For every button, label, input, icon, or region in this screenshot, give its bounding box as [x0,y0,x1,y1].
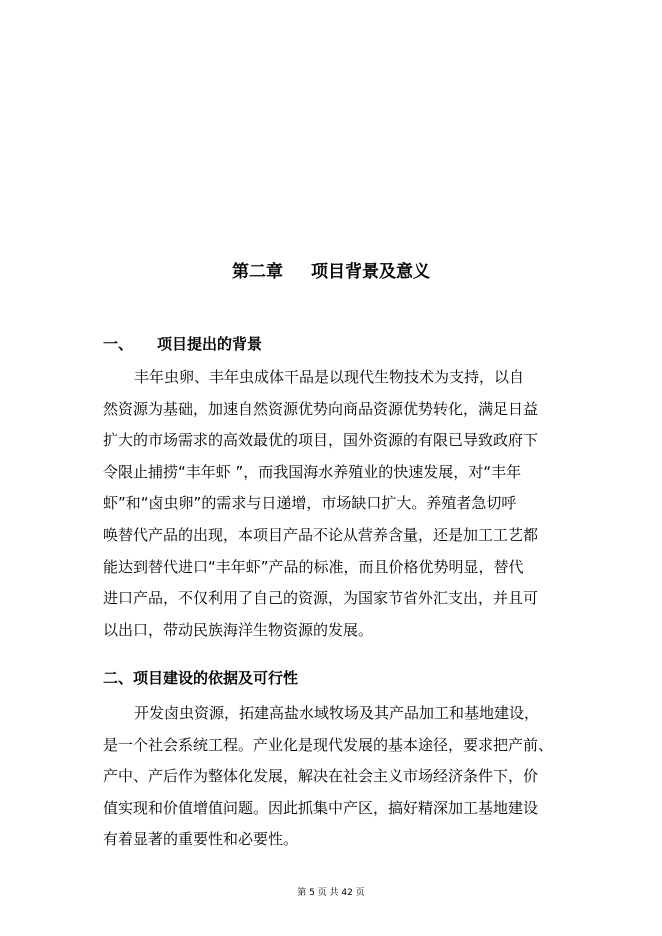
section-paragraph-feasibility [103,698,563,856]
paragraph-line: 值实现和价值增值问题。因此抓集中产区，搞好精深加工基地建设 [103,798,539,817]
section-title: 项目建设的依据及可行性 [133,669,299,687]
section-heading-background [103,328,262,360]
paragraph-line: 能达到替代进口“丰年虾”产品的标准，而且价格优势明显，替代 [103,557,524,576]
chapter-title [0,258,662,286]
paragraph-line: 是一个社会系统工程。产业化是现代发展的基本途径，要求把产前、 [103,735,554,754]
page-footer: 第 5 页 共 42 页 [297,888,365,898]
chapter-number: 第二章 [232,262,283,282]
section-paragraph-background [103,362,563,646]
section-title: 项目提出的背景 [157,335,263,353]
paragraph-line: 开发卤虫资源，拓建高盐水域牧场及其产品加工和基地建设， [134,704,540,722]
paragraph-line: 以出口，带动民族海洋生物资源的发展。 [103,620,374,639]
paragraph-line: 有着显著的重要性和必要性。 [103,830,299,849]
section-heading-feasibility [103,662,298,694]
paragraph-line: 令限止捕捞“丰年虾 ”，而我国海水养殖业的快速发展，对“丰年 [103,462,522,481]
paragraph-line: 产中、产后作为整体化发展，解决在社会主义市场经济条件下，价 [103,767,539,786]
section-number: 一、 [103,335,134,353]
paragraph-line: 进口产品，不仅利用了自己的资源，为国家节省外汇支出，并且可 [103,589,539,608]
section-number: 二、 [103,669,134,687]
paragraph-line: 虾”和“卤虫卵”的需求与日递增，市场缺口扩大。养殖者急切呼 [103,494,517,513]
chapter-name: 项目背景及意义 [311,262,430,282]
paragraph-line: 扩大的市场需求的高效最优的项目，国外资源的有限已导致政府下 [103,431,539,450]
paragraph-line: 唤替代产品的出现，本项目产品不论从营养含量，还是加工工艺都 [103,525,539,544]
paragraph-line: 丰年虫卵、丰年虫成体干品是以现代生物技术为支持，以自 [134,368,525,386]
paragraph-line: 然资源为基础，加速自然资源优势向商品资源优势转化，满足日益 [103,399,539,418]
